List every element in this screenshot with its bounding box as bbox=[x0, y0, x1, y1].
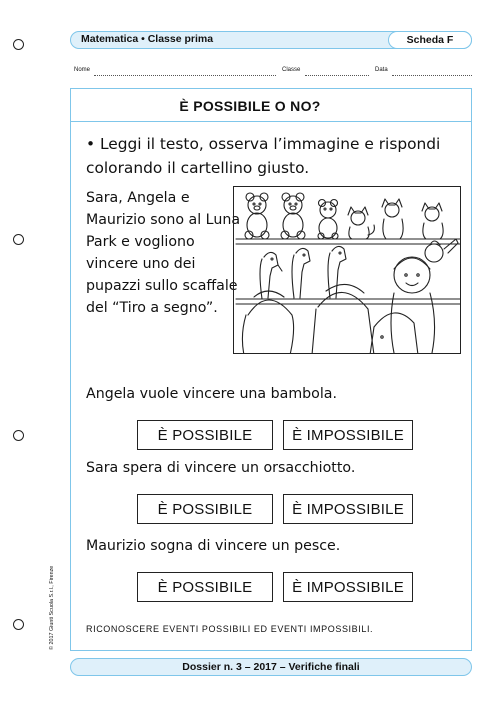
child-girl-icon bbox=[312, 284, 374, 354]
q2-possible-button[interactable]: È POSSIBILE bbox=[137, 494, 273, 524]
teddy-bear-icon bbox=[318, 200, 338, 240]
horse-icon bbox=[292, 248, 310, 298]
question-3-text: Maurizio sogna di vincere un pesce. bbox=[86, 538, 341, 554]
child-girl-icon bbox=[242, 291, 293, 354]
q3-possible-button[interactable]: È POSSIBILE bbox=[137, 572, 273, 602]
q2-impossible-button[interactable]: È IMPOSSIBILE bbox=[283, 494, 413, 524]
binder-hole-upper-middle bbox=[13, 234, 24, 245]
horse-icon bbox=[328, 246, 346, 298]
title-divider bbox=[70, 121, 472, 122]
binder-hole-bottom bbox=[13, 619, 24, 630]
name-label: Nome bbox=[74, 67, 91, 73]
name-field[interactable] bbox=[94, 75, 276, 76]
instruction-text: • Leggi il testo, osserva l’immagine e rispondi colorando il cartellino giusto. bbox=[86, 135, 441, 177]
question-1-text: Angela vuole vincere una bambola. bbox=[86, 386, 337, 402]
class-field[interactable] bbox=[305, 75, 369, 76]
date-label: Data bbox=[375, 67, 388, 73]
cat-icon bbox=[348, 207, 374, 239]
q1-possible-button[interactable]: È POSSIBILE bbox=[137, 420, 273, 450]
question-2-text: Sara spera di vincere un orsacchiotto. bbox=[86, 460, 356, 476]
worksheet-title: È POSSIBILE O NO? bbox=[179, 98, 321, 114]
child-boy-icon bbox=[391, 257, 435, 353]
cat-icon bbox=[382, 199, 403, 239]
sheet-label: Scheda F bbox=[388, 31, 472, 49]
header-subject: Matematica • Classe prima bbox=[81, 33, 214, 45]
learning-objective: RICONOSCERE EVENTI POSSIBILI ED EVENTI IMPOSSIBILI. bbox=[86, 624, 374, 634]
footer-bar: Dossier n. 3 – 2017 – Verifiche finali bbox=[70, 658, 472, 676]
q3-impossible-button[interactable]: È IMPOSSIBILE bbox=[283, 572, 413, 602]
class-label: Classe bbox=[282, 67, 301, 73]
cat-icon bbox=[422, 203, 443, 239]
binder-hole-lower-middle bbox=[13, 430, 24, 441]
story-text: Sara, Angela e Maurizio sono al Luna Park e vogliono vincere uno dei pupazzi sullo scaffale del “Tiro a segno”. bbox=[86, 190, 241, 316]
student-info-row bbox=[70, 65, 472, 79]
luna-park-illustration bbox=[233, 186, 461, 354]
date-field[interactable] bbox=[392, 75, 472, 76]
teddy-bear-icon bbox=[281, 193, 305, 239]
binder-hole-top bbox=[13, 39, 24, 50]
copyright-notice: © 2017 Giunti Scuola S.r.l., Firenze bbox=[49, 565, 55, 650]
teddy-bear-icon bbox=[245, 193, 269, 239]
child-boy-icon bbox=[370, 313, 418, 354]
q1-impossible-button[interactable]: È IMPOSSIBILE bbox=[283, 420, 413, 450]
clown-icon bbox=[425, 239, 458, 262]
header-bar bbox=[70, 31, 472, 49]
